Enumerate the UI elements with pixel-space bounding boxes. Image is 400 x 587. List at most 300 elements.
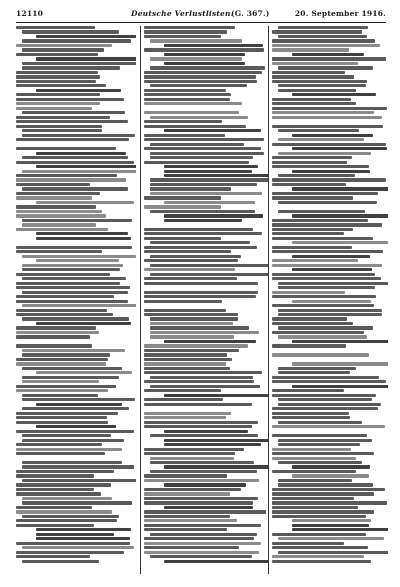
text-line bbox=[272, 44, 380, 47]
text-line bbox=[16, 362, 106, 365]
text-line bbox=[272, 291, 345, 294]
text-line bbox=[272, 416, 350, 419]
text-line bbox=[150, 533, 257, 536]
text-line bbox=[16, 246, 132, 249]
text-line bbox=[16, 98, 124, 101]
text-line bbox=[22, 219, 132, 222]
text-line bbox=[22, 304, 136, 307]
text-line bbox=[36, 259, 119, 262]
text-line bbox=[272, 430, 388, 433]
text-line bbox=[272, 533, 366, 536]
text-line bbox=[16, 309, 107, 312]
text-line bbox=[292, 465, 370, 468]
text-line bbox=[16, 412, 118, 415]
text-line bbox=[278, 282, 388, 285]
text-line bbox=[150, 273, 268, 276]
text-line bbox=[292, 147, 387, 150]
text-line bbox=[272, 125, 383, 128]
text-line bbox=[144, 474, 227, 477]
text-line bbox=[144, 421, 258, 424]
text-line bbox=[164, 560, 268, 563]
text-line bbox=[278, 313, 382, 316]
text-line bbox=[16, 416, 107, 419]
text-line bbox=[150, 84, 247, 87]
text-line bbox=[16, 313, 113, 316]
text-line bbox=[22, 170, 136, 173]
text-line bbox=[278, 421, 362, 424]
text-line bbox=[36, 165, 136, 168]
text-line bbox=[272, 75, 354, 78]
text-line bbox=[278, 309, 382, 312]
text-line bbox=[150, 187, 231, 190]
text-line bbox=[36, 57, 136, 60]
text-line bbox=[36, 528, 131, 531]
text-line bbox=[16, 421, 108, 424]
text-line bbox=[144, 196, 221, 199]
text-line bbox=[272, 452, 374, 455]
text-line bbox=[16, 286, 130, 289]
issue-number: (G. 367.) bbox=[231, 9, 270, 18]
text-line bbox=[144, 30, 227, 33]
text-line bbox=[16, 250, 102, 253]
text-line bbox=[22, 48, 104, 51]
text-line bbox=[272, 358, 388, 361]
text-line bbox=[272, 488, 385, 491]
text-line bbox=[292, 524, 369, 527]
text-line bbox=[150, 326, 249, 329]
text-line bbox=[144, 546, 239, 549]
text-line bbox=[16, 385, 116, 388]
text-line bbox=[150, 57, 242, 60]
text-line bbox=[22, 223, 96, 226]
text-line bbox=[16, 340, 136, 343]
text-line bbox=[144, 403, 252, 406]
text-line bbox=[278, 35, 367, 38]
text-line bbox=[278, 403, 381, 406]
text-line bbox=[150, 470, 257, 473]
text-line bbox=[150, 143, 244, 146]
text-line bbox=[164, 170, 252, 173]
text-line bbox=[144, 398, 223, 401]
text-line bbox=[22, 367, 122, 370]
text-line bbox=[292, 519, 371, 522]
text-line bbox=[144, 479, 259, 482]
text-line bbox=[272, 304, 374, 307]
text-line bbox=[144, 367, 230, 370]
text-line bbox=[16, 84, 106, 87]
text-line bbox=[164, 465, 268, 468]
text-line bbox=[144, 259, 238, 262]
text-line bbox=[22, 317, 129, 320]
text-line bbox=[272, 497, 354, 500]
text-line bbox=[272, 39, 375, 42]
publication-title: Deutsche Verlustlisten. bbox=[131, 9, 234, 18]
text-line bbox=[150, 555, 252, 558]
text-line bbox=[144, 71, 262, 74]
text-line bbox=[16, 326, 96, 329]
text-line bbox=[22, 434, 111, 437]
text-line bbox=[16, 331, 99, 334]
text-line bbox=[16, 161, 134, 164]
text-line bbox=[144, 250, 231, 253]
text-line bbox=[272, 470, 356, 473]
column-right bbox=[268, 26, 388, 574]
text-line bbox=[292, 134, 373, 137]
text-line bbox=[36, 232, 128, 235]
text-line bbox=[144, 542, 261, 545]
text-line bbox=[144, 371, 262, 374]
text-line bbox=[150, 152, 264, 155]
text-line bbox=[292, 170, 370, 173]
text-line bbox=[292, 385, 388, 388]
text-line bbox=[144, 389, 221, 392]
text-line bbox=[36, 322, 131, 325]
text-line bbox=[144, 89, 226, 92]
text-line bbox=[278, 537, 384, 540]
text-line bbox=[272, 273, 375, 276]
text-line bbox=[22, 30, 119, 33]
text-line bbox=[144, 313, 238, 316]
text-line bbox=[16, 80, 96, 83]
text-line bbox=[36, 403, 122, 406]
text-line bbox=[144, 515, 230, 518]
text-line bbox=[150, 335, 234, 338]
text-line bbox=[16, 282, 120, 285]
text-line bbox=[22, 291, 128, 294]
text-line bbox=[278, 551, 388, 554]
text-line bbox=[278, 335, 367, 338]
text-line bbox=[292, 255, 370, 258]
text-line bbox=[36, 152, 126, 155]
text-line bbox=[144, 501, 253, 504]
text-line bbox=[144, 120, 222, 123]
text-line bbox=[164, 174, 268, 177]
text-line bbox=[272, 331, 364, 334]
text-line bbox=[22, 134, 135, 137]
text-line bbox=[272, 317, 347, 320]
text-line bbox=[272, 161, 347, 164]
text-line bbox=[16, 214, 106, 217]
text-line bbox=[144, 286, 268, 289]
text-line bbox=[144, 488, 241, 491]
text-line bbox=[16, 443, 102, 446]
text-line bbox=[144, 35, 221, 38]
text-line bbox=[16, 120, 128, 123]
text-line bbox=[164, 430, 248, 433]
text-line bbox=[272, 102, 356, 105]
text-line bbox=[278, 89, 356, 92]
text-line bbox=[16, 53, 98, 56]
text-line bbox=[22, 407, 129, 410]
text-line bbox=[272, 107, 387, 110]
text-line bbox=[144, 353, 227, 356]
text-line bbox=[144, 102, 242, 105]
text-line bbox=[16, 192, 100, 195]
text-line bbox=[36, 425, 116, 428]
text-line bbox=[164, 443, 261, 446]
text-line bbox=[144, 111, 239, 114]
text-line bbox=[272, 407, 378, 410]
text-line bbox=[144, 304, 268, 307]
column-middle bbox=[140, 26, 268, 574]
text-line bbox=[272, 264, 382, 267]
text-line bbox=[22, 156, 128, 159]
text-line bbox=[292, 187, 388, 190]
text-line bbox=[22, 380, 99, 383]
text-line bbox=[278, 174, 355, 177]
text-line bbox=[22, 501, 132, 504]
text-line bbox=[272, 457, 356, 460]
text-line bbox=[22, 277, 126, 280]
text-line bbox=[36, 89, 121, 92]
text-line bbox=[272, 232, 344, 235]
text-line bbox=[150, 376, 253, 379]
text-line bbox=[22, 394, 98, 397]
text-line bbox=[278, 326, 373, 329]
text-line bbox=[22, 66, 120, 69]
text-line bbox=[144, 416, 226, 419]
text-line bbox=[144, 524, 261, 527]
text-line bbox=[150, 192, 262, 195]
text-line bbox=[16, 358, 108, 361]
text-line bbox=[36, 201, 134, 204]
text-line bbox=[272, 196, 353, 199]
text-line bbox=[150, 178, 268, 181]
text-line bbox=[16, 147, 116, 150]
text-line bbox=[164, 53, 245, 56]
text-line bbox=[144, 80, 257, 83]
text-line bbox=[292, 268, 372, 271]
text-line bbox=[150, 331, 259, 334]
text-line bbox=[150, 156, 253, 159]
text-line bbox=[278, 138, 364, 141]
text-line bbox=[272, 492, 374, 495]
text-line bbox=[278, 129, 359, 132]
text-line bbox=[272, 223, 382, 226]
text-line bbox=[16, 205, 96, 208]
text-line bbox=[278, 26, 368, 29]
text-line bbox=[272, 156, 352, 159]
text-line bbox=[22, 187, 128, 190]
text-line bbox=[278, 398, 372, 401]
text-line bbox=[150, 241, 250, 244]
text-line bbox=[292, 340, 388, 343]
text-line bbox=[144, 237, 221, 240]
text-line bbox=[16, 448, 122, 451]
text-line bbox=[278, 286, 375, 289]
text-line bbox=[164, 129, 261, 132]
text-line bbox=[144, 407, 268, 410]
column-left bbox=[16, 26, 136, 574]
text-line bbox=[16, 335, 90, 338]
text-line bbox=[164, 439, 268, 442]
text-line bbox=[144, 277, 237, 280]
text-line bbox=[16, 470, 114, 473]
text-line bbox=[272, 205, 388, 208]
text-line bbox=[278, 84, 366, 87]
text-line bbox=[144, 147, 261, 150]
text-line bbox=[22, 349, 125, 352]
text-line bbox=[272, 353, 369, 356]
text-line bbox=[278, 461, 362, 464]
text-line bbox=[16, 210, 102, 213]
text-line bbox=[278, 371, 350, 374]
text-line bbox=[272, 380, 386, 383]
text-line bbox=[22, 479, 136, 482]
text-line bbox=[144, 138, 264, 141]
text-line bbox=[164, 44, 263, 47]
text-line bbox=[272, 425, 385, 428]
text-line bbox=[16, 389, 108, 392]
text-line bbox=[272, 515, 366, 518]
text-line bbox=[272, 165, 369, 168]
text-line bbox=[16, 474, 94, 477]
text-line bbox=[144, 98, 230, 101]
text-line bbox=[272, 228, 353, 231]
text-line bbox=[150, 322, 233, 325]
text-line bbox=[16, 295, 114, 298]
text-line bbox=[272, 322, 353, 325]
text-line bbox=[272, 116, 382, 119]
text-line bbox=[272, 542, 344, 545]
text-line bbox=[278, 479, 352, 482]
text-line bbox=[150, 255, 241, 258]
text-line bbox=[272, 555, 364, 558]
text-line bbox=[144, 246, 257, 249]
text-line bbox=[278, 443, 360, 446]
text-line bbox=[278, 439, 372, 442]
text-line bbox=[150, 116, 248, 119]
text-line bbox=[164, 394, 268, 397]
text-line bbox=[164, 219, 242, 222]
text-line bbox=[272, 48, 349, 51]
text-line bbox=[272, 389, 344, 392]
text-line bbox=[150, 385, 260, 388]
text-line bbox=[22, 461, 122, 464]
text-line bbox=[272, 178, 386, 181]
text-columns bbox=[16, 26, 386, 574]
text-line bbox=[16, 75, 100, 78]
text-line bbox=[144, 551, 259, 554]
text-line bbox=[164, 165, 258, 168]
text-line bbox=[22, 255, 136, 258]
text-line bbox=[292, 241, 388, 244]
text-line bbox=[272, 546, 368, 549]
text-line bbox=[16, 93, 100, 96]
text-line bbox=[164, 506, 253, 509]
text-line bbox=[272, 349, 388, 352]
text-line bbox=[16, 457, 136, 460]
text-line bbox=[272, 111, 374, 114]
text-line bbox=[272, 80, 367, 83]
text-line bbox=[272, 434, 367, 437]
text-line bbox=[278, 201, 377, 204]
text-line bbox=[292, 362, 388, 365]
text-line bbox=[272, 183, 346, 186]
text-line bbox=[272, 376, 379, 379]
text-line bbox=[150, 457, 234, 460]
text-line bbox=[36, 35, 136, 38]
text-line bbox=[22, 353, 110, 356]
text-line bbox=[16, 116, 110, 119]
text-line bbox=[272, 560, 371, 563]
text-line bbox=[16, 44, 112, 47]
text-line bbox=[144, 107, 268, 110]
text-line bbox=[144, 93, 231, 96]
text-line bbox=[272, 506, 358, 509]
text-line bbox=[272, 71, 345, 74]
text-line bbox=[272, 448, 351, 451]
text-line bbox=[272, 344, 346, 347]
text-line bbox=[292, 93, 376, 96]
text-line bbox=[16, 178, 126, 181]
text-line bbox=[144, 223, 268, 226]
text-line bbox=[16, 452, 105, 455]
text-line bbox=[16, 300, 128, 303]
text-line bbox=[272, 277, 381, 280]
text-line bbox=[16, 542, 130, 545]
text-line bbox=[22, 129, 102, 132]
text-line bbox=[292, 300, 371, 303]
text-line bbox=[144, 344, 248, 347]
text-line bbox=[16, 241, 136, 244]
text-line bbox=[144, 75, 256, 78]
text-line bbox=[272, 501, 387, 504]
text-line bbox=[144, 295, 256, 298]
text-line bbox=[16, 273, 110, 276]
page-header bbox=[16, 8, 386, 23]
text-line bbox=[150, 317, 238, 320]
text-line bbox=[16, 183, 90, 186]
text-line bbox=[16, 483, 111, 486]
text-line bbox=[144, 537, 254, 540]
text-line bbox=[272, 192, 378, 195]
text-line bbox=[144, 380, 254, 383]
text-line bbox=[272, 295, 376, 298]
text-line bbox=[144, 510, 266, 513]
text-line bbox=[144, 232, 262, 235]
text-line bbox=[144, 161, 249, 164]
text-line bbox=[16, 555, 90, 558]
text-line bbox=[16, 524, 94, 527]
text-line bbox=[16, 492, 101, 495]
text-line bbox=[22, 268, 120, 271]
text-line bbox=[272, 259, 358, 262]
text-line bbox=[16, 344, 92, 347]
text-line bbox=[164, 483, 246, 486]
text-line bbox=[278, 367, 356, 370]
text-line bbox=[144, 448, 244, 451]
text-line bbox=[144, 425, 252, 428]
text-line bbox=[144, 349, 239, 352]
text-line bbox=[16, 71, 98, 74]
text-line bbox=[16, 228, 108, 231]
text-line bbox=[144, 48, 264, 51]
text-line bbox=[272, 237, 373, 240]
text-line bbox=[22, 111, 125, 114]
text-line bbox=[144, 358, 232, 361]
text-line bbox=[278, 152, 371, 155]
text-line bbox=[16, 138, 129, 141]
text-line bbox=[272, 250, 383, 253]
text-line bbox=[150, 39, 242, 42]
text-line bbox=[16, 26, 95, 29]
text-line bbox=[272, 120, 388, 123]
text-line bbox=[144, 309, 226, 312]
text-line bbox=[292, 53, 364, 56]
text-line bbox=[22, 39, 131, 42]
text-line bbox=[272, 412, 349, 415]
